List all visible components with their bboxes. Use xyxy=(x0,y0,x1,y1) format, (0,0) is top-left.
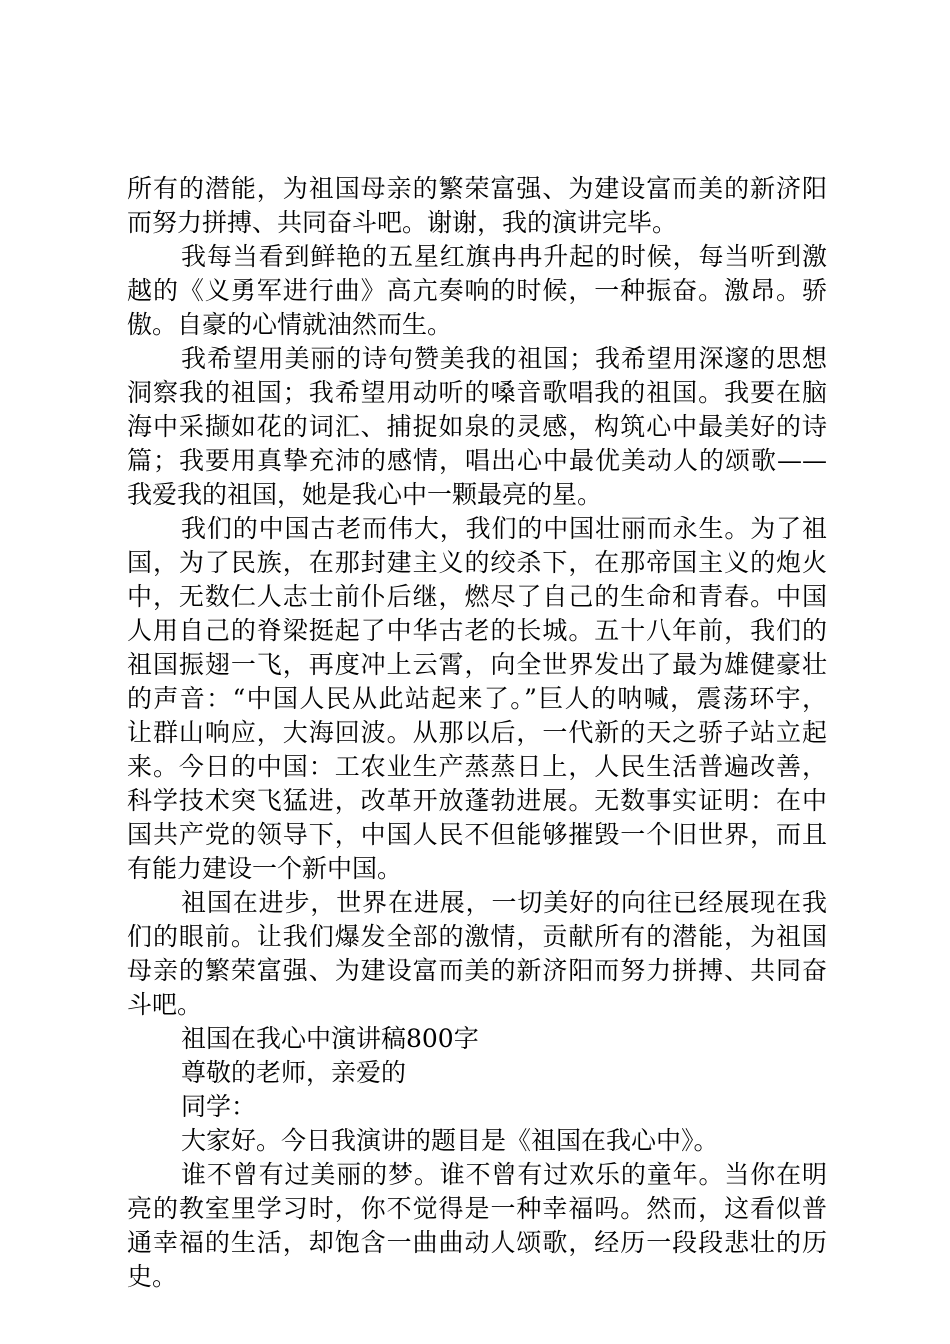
text-line: 通幸福的生活，却饱含一曲曲动人颂歌，经历一段段悲壮的历 xyxy=(127,1228,827,1257)
text-line: 而努力拼搏、共同奋斗吧。谢谢，我的演讲完毕。 xyxy=(127,208,678,237)
text-line: 海中采撷如花的词汇、捕捉如泉的灵感，构筑心中最美好的诗 xyxy=(127,412,827,441)
document-body xyxy=(127,172,827,1294)
paragraph-start-line: 我希望用美丽的诗句赞美我的祖国；我希望用深邃的思想 xyxy=(181,344,827,373)
text-line: 来。今日的中国：工农业生产蒸蒸日上，人民生活普遍改善， xyxy=(127,752,827,781)
text-line: 傲。自豪的心情就油然而生。 xyxy=(127,310,453,339)
text-line: 母亲的繁荣富强、为建设富而美的新济阳而努力拼搏、共同奋 xyxy=(127,956,827,985)
text-line: 有能力建设一个新中国。 xyxy=(127,854,403,883)
text-line: 史。 xyxy=(127,1262,178,1291)
text-line: 的声音：“中国人民从此站起来了。”巨人的呐喊，震荡环宇， xyxy=(127,684,827,713)
text-line: 篇；我要用真挚充沛的感情，唱出心中最优美动人的颂歌—— xyxy=(127,446,827,475)
paragraph-start-line: 谁不曾有过美丽的梦。谁不曾有过欢乐的童年。当你在明 xyxy=(181,1160,827,1189)
text-line: 国，为了民族，在那封建主义的绞杀下，在那帝国主义的炮火 xyxy=(127,548,827,577)
text-line: 越的《义勇军进行曲》高亢奏响的时候，一种振奋。激昂。骄 xyxy=(127,276,827,305)
greeting-line: 大家好。今日我演讲的题目是《祖国在我心中》。 xyxy=(181,1126,719,1155)
text-line: 斗吧。 xyxy=(127,990,203,1019)
text-line: 亮的教室里学习时，你不觉得是一种幸福吗。然而，这看似普 xyxy=(127,1194,827,1223)
salutation-line: 同学： xyxy=(181,1092,257,1121)
text-line: 洞察我的祖国；我希望用动听的嗓音歌唱我的祖国。我要在脑 xyxy=(127,378,827,407)
text-line: 所有的潜能，为祖国母亲的繁荣富强、为建设富而美的新济阳 xyxy=(127,174,827,203)
salutation-line: 尊敬的老师，亲爱的 xyxy=(181,1058,407,1087)
text-line: 人用自己的脊梁挺起了中华古老的长城。五十八年前，我们的 xyxy=(127,616,827,645)
text-line: 国共产党的领导下，中国人民不但能够摧毁一个旧世界，而且 xyxy=(127,820,827,849)
text-line: 我爱我的祖国，她是我心中一颗最亮的星。 xyxy=(127,480,603,509)
text-line: 让群山响应，大海回波。从那以后，一代新的天之骄子站立起 xyxy=(127,718,827,747)
text-line: 科学技术突飞猛进，改革开放蓬勃进展。无数事实证明：在中 xyxy=(127,786,827,815)
text-line: 祖国振翅一飞，再度冲上云霄，向全世界发出了最为雄健豪壮 xyxy=(127,650,827,679)
paragraph-start-line: 我们的中国古老而伟大，我们的中国壮丽而永生。为了祖 xyxy=(181,514,827,543)
paragraph-start-line: 祖国在进步，世界在进展，一切美好的向往已经展现在我 xyxy=(181,888,827,917)
speech-title-line: 祖国在我心中演讲稿800字 xyxy=(181,1024,479,1053)
paragraph-start-line: 我每当看到鲜艳的五星红旗冉冉升起的时候，每当听到激 xyxy=(181,242,827,271)
text-line: 中，无数仁人志士前仆后继，燃尽了自己的生命和青春。中国 xyxy=(127,582,827,611)
text-line: 们的眼前。让我们爆发全部的激情，贡献所有的潜能，为祖国 xyxy=(127,922,827,951)
